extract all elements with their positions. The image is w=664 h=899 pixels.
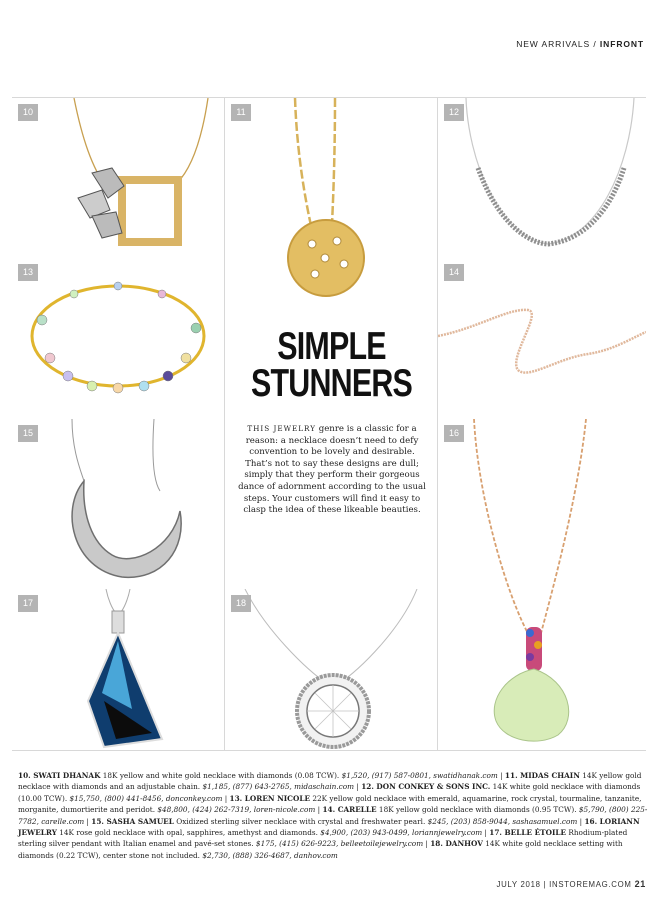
section-header: NEW ARRIVALS / INFRONT	[516, 39, 644, 49]
intro-lead: THIS JEWELRY	[247, 424, 316, 433]
item-number-badge: 12	[444, 104, 464, 121]
product-14-image	[438, 258, 646, 418]
credit-11: 11. MIDAS CHAIN 14K yellow gold necklace with diamonds and an adjustable chain. $1,185, (877) 643-2765, midaschain.com	[18, 771, 642, 792]
necklace-18-illustration	[225, 589, 437, 750]
product-18-image	[225, 589, 437, 750]
intro-body: genre is a classic for a reason: a necklace doesn’t need to defy convention to be lovely and desirable. That’s not to say these designs are dull; simply that they perform their gorgeous dance of adornment according to the usual steps. Your customers will find it easy to clasp the idea of these likeable beauties.	[238, 424, 426, 516]
credit-13: 13. LOREN NICOLE 22K yellow gold necklace with emerald, aquamarine, rock crystal, tourmaline, tanzanite, morganite, dumortierite and peridot. $48,800, (424) 262-7319, loren-nicole.com	[18, 793, 642, 815]
subsection-label: INFRONT	[599, 39, 644, 49]
credit-10: 10. SWATI DHANAK 18K yellow and white gold necklace with diamonds (0.08 TCW). $1,520, (917) 587-0801, swatidhanak.com	[18, 771, 498, 780]
item-number-badge: 17	[18, 595, 38, 612]
necklace-14-illustration	[438, 258, 646, 418]
product-11-image	[225, 98, 437, 317]
credit-15: 15. SASHA SAMUEL Oxidized sterling silver necklace with crystal and freshwater pearl. $245, (203) 858-9044, sashasamuel.com	[91, 816, 578, 826]
title-line-1: SIMPLE	[277, 325, 386, 368]
item-number-badge: 13	[18, 264, 38, 281]
product-17-image	[12, 589, 224, 750]
necklace-12-illustration	[438, 98, 646, 257]
necklace-11-illustration	[225, 98, 437, 317]
credit-17: 17. BELLE ÉTOILE Rhodium-plated sterling silver pendant with Italian enamel and pavé-set stones. $175, (415) 626-9223, belleetoilejewelry.com	[18, 828, 628, 849]
product-13-image	[12, 258, 224, 418]
page-number: 21	[634, 879, 646, 889]
product-12-image	[438, 98, 646, 257]
item-number-badge: 11	[231, 104, 251, 121]
issue-date: JULY 2018	[496, 880, 541, 889]
intro-paragraph	[236, 423, 428, 517]
site-name: INSTOREMAG.COM	[549, 880, 632, 889]
credit-16: 16. LORIANN JEWELRY 14K rose gold necklace with opal, sapphires, amethyst and diamonds. $4,900, (203) 943-0499, loriannjewelry.com	[18, 816, 640, 838]
necklace-17-illustration	[12, 589, 224, 750]
necklace-13-illustration	[12, 258, 224, 418]
title-line-2: STUNNERS	[250, 362, 413, 405]
section-label: NEW ARRIVALS	[516, 39, 591, 49]
item-number-badge: 10	[18, 104, 38, 121]
credit-12: 12. DON CONKEY & SONS INC. 14K white gold necklace with diamonds (10.00 TCW). $15,750, (800) 441-8456, donconkey.com	[18, 782, 641, 803]
necklace-10-illustration	[12, 98, 224, 257]
item-number-badge: 18	[231, 595, 251, 612]
necklace-16-illustration	[438, 419, 646, 750]
page-title	[248, 325, 416, 405]
item-number-badge: 14	[444, 264, 464, 281]
item-number-badge: 16	[444, 425, 464, 442]
product-16-image	[438, 419, 646, 750]
credit-14: 14. CARELLE 18K yellow gold necklace with diamonds (0.95 TCW). $5,790, (800) 225-7782, carelle.com	[18, 805, 648, 826]
necklace-15-illustration	[12, 419, 224, 588]
grid-line	[12, 750, 646, 751]
product-15-image	[12, 419, 224, 588]
page-footer: JULY 2018 | INSTOREMAG.COM 21	[496, 879, 646, 889]
credit-18: 18. DANHOV 14K white gold necklace setting with diamonds (0.22 TCW), center stone not included. $2,730, (888) 326-4687, danhov.com	[18, 839, 623, 860]
product-10-image	[12, 98, 224, 257]
item-number-badge: 15	[18, 425, 38, 442]
product-credits: 10. SWATI DHANAK 18K yellow and white gold necklace with diamonds (0.08 TCW). $1,520, (917) 587-0801, swatidhanak.com | 11. MIDAS CHAIN 14K yellow gold necklace with diamonds and an adjustable chain. $1,185, (877) 643-2765, midaschain.com | 12. DON CONKEY & SONS INC. 14K white gold necklace with diamonds (10.00 TCW). $15,750, (800) 441-8456, donconkey.com | 13. LOREN NICOLE 22K yellow gold necklace with emerald, aquamarine, rock crystal, tourmaline, tanzanite, morganite, dumortierite and peridot. $48,800, (424) 262-7319, loren-nicole.com | 14. CARELLE 18K yellow gold necklace with diamonds (0.95 TCW). $5,790, (800) 225-7782, carelle.com | 15. SASHA SAMUEL Oxidized sterling silver necklace with crystal and freshwater pearl. $245, (203) 858-9044, sashasamuel.com | 16. LORIANN JEWELRY 14K rose gold necklace with opal, sapphires, amethyst and diamonds. $4,900, (203) 943-0499, loriannjewelry.com | 17. BELLE ÉTOILE Rhodium-plated sterling silver pendant with Italian enamel and pavé-set stones. $175, (415) 626-9223, belleetoilejewelry.com | 18. DANHOV 14K white gold necklace setting with diamonds (0.22 TCW), center stone not included. $2,730, (888) 326-4687, danhov.com	[18, 771, 648, 860]
